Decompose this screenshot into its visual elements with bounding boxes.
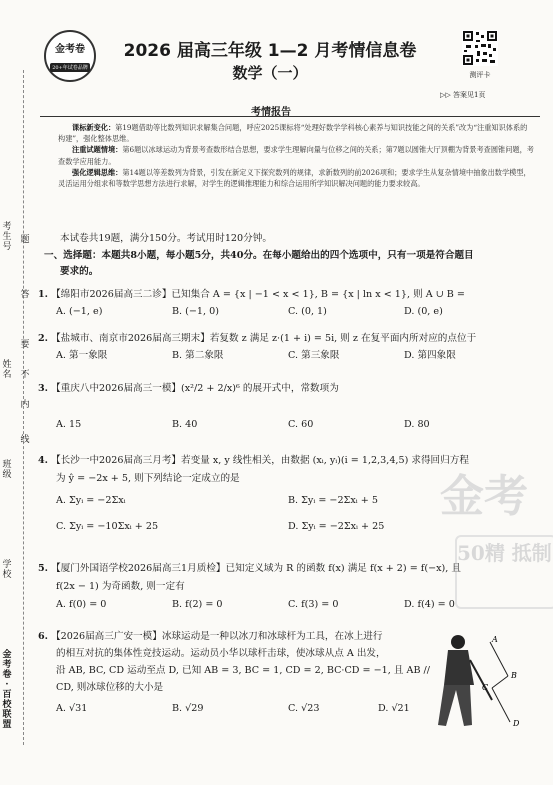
question-2: 2. 【盐城市、南京市2026届高三期末】若复数 z 满足 z·(1 + i) = 5i, 则 z 在复平面内所对应的点位于 [38, 333, 477, 344]
question-6-cont: CD, 则冰球位移的大小是 [56, 682, 164, 693]
option[interactable]: A. 15 [56, 419, 82, 430]
seal-char: 要 [20, 340, 30, 350]
logo-text: 金考卷 [55, 44, 85, 55]
option[interactable]: C. f(3) = 0 [288, 599, 339, 610]
section-title: 一、选择题：本题共8小题，每小题5分，共40分。在每小题给出的四个选项中，只有一项是符合题目 [44, 250, 474, 261]
hockey-stick [470, 660, 492, 700]
seal-char: 线 [20, 435, 30, 445]
watermark: 金考 [440, 471, 528, 522]
report-paragraph: 注重试题情境：第6题以冰球运动为背景考查数形结合思想，要求学生理解向量与位移之间的关系；第7题以圆锥大厅顶棚为背景考查圆锥问题，考查数学应用能力。 [58, 145, 534, 166]
question-1: 1. 【绵阳市2026届高三二诊】已知集合 A = {x | −1 < x < 1}, B = {x | ln x < 1}, 则 A ∪ B = [38, 289, 465, 300]
segment-cd [492, 688, 510, 722]
question-4-cont: 为 ŷ = −2x + 5, 则下列结论一定成立的是 [56, 473, 240, 484]
option[interactable]: B. 第二象限 [172, 350, 224, 361]
report-paragraph: 强化逻辑思维：第14题以等差数列为背景，引发在新定义下探究数列的规律，求新数列的前2026项和；要求学生从复杂情境中抽象出数学模型，灵活运用分组求和等数学思想方法进行求解，对学生的逻辑推理能力和综合运用所学知识解决问题的能力要求较高。 [58, 167, 531, 189]
option[interactable]: B. 40 [172, 419, 198, 430]
option[interactable]: D. √21 [378, 703, 410, 714]
report-divider [40, 116, 540, 117]
option[interactable]: D. 80 [404, 419, 430, 430]
seal-char: 内 [20, 400, 30, 410]
point-label: C [482, 683, 489, 692]
player-body [444, 650, 474, 685]
segment-bc [492, 676, 508, 688]
seal-char: 不 [20, 370, 30, 380]
answer-reference[interactable]: ▷▷ 答案见1页 [440, 91, 486, 99]
option[interactable]: D. 第四象限 [404, 350, 456, 361]
option[interactable]: A. 第一象限 [56, 350, 108, 361]
option[interactable]: B. √29 [172, 703, 204, 714]
option[interactable]: C. 60 [288, 419, 314, 430]
question-6: 6. 【2026届高三广安一模】冰球运动是一种以冰刀和冰球杆为工具，在冰上进行 [38, 631, 383, 642]
question-3: 3. 【重庆八中2026届高三一模】(x²/2 + 2/x)⁶ 的展开式中，常数项为 [38, 383, 339, 394]
label-school: 学校 [2, 560, 12, 580]
label-brand: 金考卷·百校联盟 [2, 650, 12, 730]
label-candidate-no: 考生号 [2, 222, 12, 252]
qr-code-icon[interactable] [462, 30, 498, 66]
logo-badge: 20+年试卷品牌 [50, 63, 90, 72]
option[interactable]: D. (0, e) [404, 306, 443, 317]
option[interactable]: A. f(0) = 0 [56, 599, 107, 610]
report-title: 考情报告 [251, 107, 291, 118]
option[interactable]: D. f(4) = 0 [404, 599, 455, 610]
option[interactable]: C. (0, 1) [288, 306, 327, 317]
label-class: 班级 [2, 460, 12, 480]
section-title-cont: 要求的。 [60, 266, 99, 277]
question-5-cont: f(2x − 1) 为奇函数, 则一定有 [56, 581, 185, 592]
player-head [451, 635, 465, 649]
option[interactable]: A. Σyᵢ = −2Σxᵢ [56, 495, 126, 506]
page-title: 2026 届高三年级 1—2 月考情信息卷 [123, 41, 417, 61]
option[interactable]: B. Σyᵢ = −2Σxᵢ + 5 [288, 495, 378, 506]
option[interactable]: C. √23 [288, 703, 320, 714]
point-label: D [513, 719, 520, 728]
intro-text: 本试卷共19题，满分150分。考试用时120分钟。 [60, 233, 272, 244]
option[interactable]: C. Σyᵢ = −10Σxᵢ + 25 [56, 521, 159, 532]
question-5: 5. 【厦门外国语学校2026届高三1月质检】已知定义域为 R 的函数 f(x) 满足 f(x + 2) = f(−x), 且 [38, 563, 461, 574]
question-4: 4. 【长沙一中2026届高三月考】若变量 x, y 线性相关，由数据 (xᵢ, yᵢ)(i = 1,2,3,4,5) 求得回归方程 [38, 455, 469, 466]
watermark-box: 50精 抵制 [455, 535, 553, 609]
qr-label: 测评卡 [469, 71, 491, 79]
binding-strip [0, 0, 34, 785]
question-6-cont: 沿 AB, BC, CD 运动至点 D, 已知 AB = 3, BC = 1, CD = 2, BC·CD = −1, 且 AB // [56, 665, 431, 676]
option[interactable]: D. Σyᵢ = −2Σxᵢ + 25 [288, 521, 385, 532]
exam-report [58, 122, 534, 189]
label-name: 姓名 [2, 360, 12, 380]
question-6-cont: 的相互对抗的集体性竞技运动。运动员小华以球杆击球，使冰球从点 A 出发， [56, 648, 386, 659]
option[interactable]: B. (−1, 0) [172, 306, 219, 317]
brand-logo [44, 30, 96, 82]
page-subtitle: 数学（一） [232, 64, 308, 82]
segment-ab [490, 642, 508, 676]
point-label: B [511, 671, 517, 680]
player-legs [438, 685, 472, 726]
point-label: A [492, 635, 498, 644]
seal-char: 答 [20, 290, 30, 300]
option[interactable]: A. √31 [56, 703, 88, 714]
report-paragraph: 课标新变化：第19题借助等比数列知识求解集合问题，呼应2025课标将“处理好数学学科核心素养与知识技能之间的关系”改为“注重知识体系的构建”，强化整体思维。 [58, 123, 528, 144]
option[interactable]: A. (−1, e) [56, 306, 103, 317]
option[interactable]: C. 第三象限 [288, 350, 340, 361]
seal-char: 题 [20, 235, 30, 245]
option[interactable]: B. f(2) = 0 [172, 599, 223, 610]
hockey-figure [430, 630, 525, 750]
